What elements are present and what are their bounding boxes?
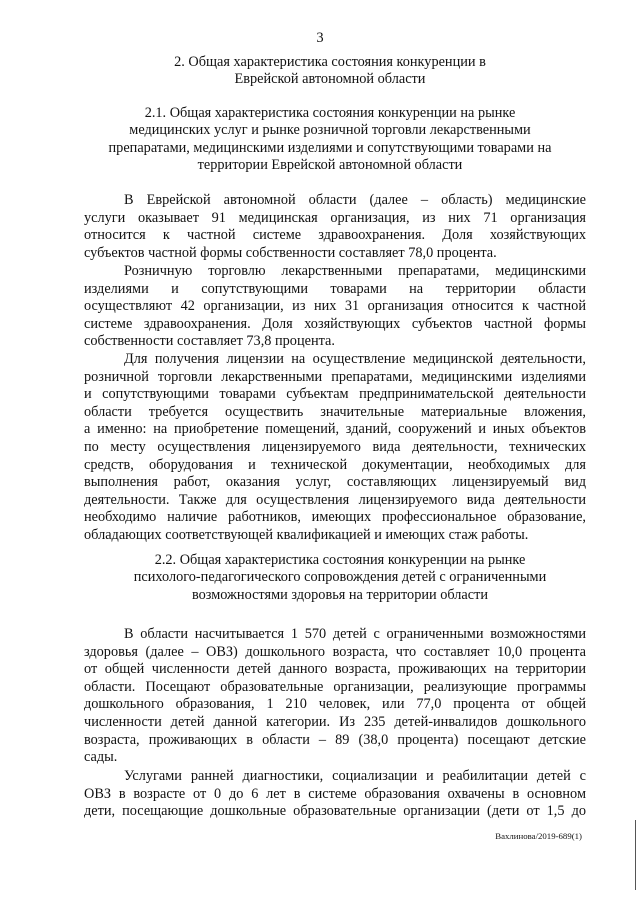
text-line: от общей численности детей данного возраста, проживающих на территории <box>84 661 586 678</box>
text-line: дети, посещающие дошкольные образовательные организации (дети от 1,5 до <box>84 803 586 820</box>
text-line: системе здравоохранения. Доля хозяйствующих субъектов частной формы <box>84 315 586 332</box>
text-line: деятельности. Также для осуществления лицензируемого вида деятельности <box>84 491 586 508</box>
subsection-2-heading <box>70 552 610 604</box>
text-line: обладающих соответствующей квалификацией и имеющих стаж работы. <box>84 526 529 543</box>
text-line: В области насчитывается 1 570 детей с ограниченными возможностями <box>124 626 586 642</box>
text-line: здоровья (далее – ОВЗ) дошкольного возраста, что составляет 10,0 процента <box>84 643 586 660</box>
text-line: относится к частной системе здравоохранения. Доля хозяйствующих <box>84 227 586 244</box>
text-line: сады. <box>84 749 118 766</box>
paragraph-children-ovz <box>84 626 586 767</box>
heading-line: 2.1. Общая характеристика состояния конкуренции на рынке <box>144 105 516 121</box>
text-line: и сопутствующими товарами субъектам предпринимательской деятельности <box>84 386 586 403</box>
text-line: Для получения лицензии на осуществление медицинской деятельности, <box>124 351 586 367</box>
heading-line: Еврейской автономной области <box>234 71 426 88</box>
heading-line: психолого-педагогического сопровождения детей с ограниченными <box>133 569 547 586</box>
section-heading <box>60 54 600 89</box>
text-line: области требуется осуществить значительные материальные вложения, <box>84 403 586 420</box>
text-line: а именно: на приобретение помещений, зданий, сооружений и иных объектов <box>84 421 586 438</box>
paragraph-medical-services <box>84 192 586 262</box>
text-line: области. Посещают образовательные организации, реализующие программы <box>84 678 586 695</box>
heading-line: возможностями здоровья на территории области <box>191 586 489 603</box>
text-line: осуществляют 42 организации, из них 31 организация относится к частной <box>84 298 586 315</box>
text-line: выполнения работ, оказания услуг, составляющих лицензируемый вид <box>84 474 586 491</box>
text-line: В Еврейской автономной области (далее – область) медицинские <box>124 192 586 208</box>
paragraph-retail-pharmacy <box>84 263 586 351</box>
paragraph-early-diagnostics <box>84 768 586 821</box>
paragraph-licensing <box>84 351 586 545</box>
text-line: собственности составляет 73,8 процента. <box>84 333 335 350</box>
heading-line: препаратами, медицинскими изделиями и сопутствующими товарами на <box>108 139 552 156</box>
heading-line: территории Еврейской автономной области <box>197 157 463 174</box>
text-line: изделиями и сопутствующими товарами на территории области <box>84 280 586 297</box>
page-number: 3 <box>316 30 324 46</box>
text-line: численности детей данной категории. Из 235 детей-инвалидов дошкольного <box>84 713 586 730</box>
text-line: ОВЗ в возрасте от 0 до 6 лет в системе образования охвачены в основном <box>84 785 586 802</box>
document-code: Вахлинова/2019-689(1) <box>495 831 582 841</box>
text-line: услуги оказывает 91 медицинская организация, из них 71 организация <box>84 209 586 226</box>
text-line: субъектов частной формы собственности составляет 78,0 процента. <box>84 244 497 261</box>
text-line: по месту осуществления лицензируемого вида деятельности, технических <box>84 438 586 455</box>
text-line: розничной торговли лекарственными препаратами, медицинскими изделиями <box>84 368 586 385</box>
text-line: средств, оборудования и технической документации, необходимых для <box>84 456 586 473</box>
text-line: возраста, проживающих в области – 89 (38,0 процента) посещают детские <box>84 731 586 748</box>
text-line: необходимо наличие работников, имеющих профессиональное образование, <box>84 509 586 526</box>
heading-line: 2. Общая характеристика состояния конкуренции в <box>174 54 486 70</box>
subsection-1-heading <box>60 105 600 175</box>
heading-line: медицинских услуг и рынке розничной торговли лекарственными <box>129 122 531 139</box>
scan-edge-line <box>635 820 636 890</box>
text-line: дошкольного образования, 1 210 человек, или 77,0 процента от общей <box>84 696 586 713</box>
text-line: Розничную торговлю лекарственными препаратами, медицинскими <box>124 263 586 279</box>
heading-line: 2.2. Общая характеристика состояния конкуренции на рынке <box>154 552 526 568</box>
text-line: Услугами ранней диагностики, социализации и реабилитации детей с <box>124 768 586 784</box>
